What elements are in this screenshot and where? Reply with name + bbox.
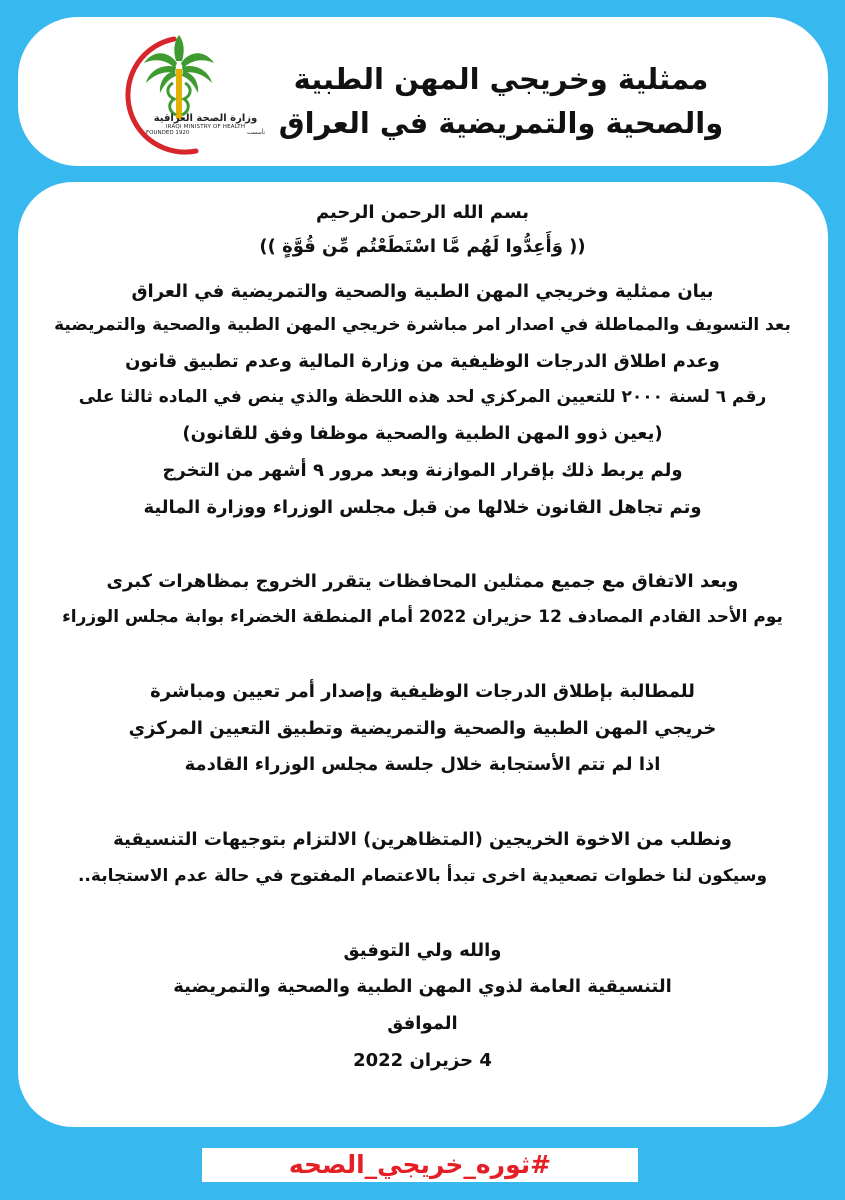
header-banner [18,17,828,166]
closing-line: والله ولي التوفيق [343,940,502,961]
logo-name-ar: وزارة الصحة العراقية [153,113,258,124]
body-line: خريجي المهن الطبية والصحية والتمريضية وتطبيق التعيين المركزي [128,718,717,739]
logo-founded [138,130,273,136]
title-line-2: والصحية والتمريضية في العراق [278,106,724,140]
body-line: للمطالبة بإطلاق الدرجات الوظيفية وإصدار أمر تعيين ومباشرة [150,681,695,702]
body-line: (يعين ذوو المهن الطبية والصحية موظفا وفق للقانون) [182,423,663,444]
body-line: وعدم اطلاق الدرجات الوظيفية من وزارة المالية وعدم تطبيق قانون [125,351,720,372]
protest-date-line: يوم الأحد القادم المصادف 12 حزيران 2022 أمام المنطقة الخضراء بوابة مجلس الوزراء [62,607,783,627]
logo-founded-ar: تأسست [246,130,265,136]
body-line: رقم ٦ لسنة ٢٠٠٠ للتعيين المركزي لحد هذه اللحظة والذي ينص في الماده ثالثا على [78,387,767,407]
logo-name-en: IRAQI MINISTRY OF HEALTH [165,124,246,130]
quran-verse: (( وَأَعِدُّوا لَهُم مَّا اسْتَطَعْتُم مِّن قُوَّةٍ )) [259,236,586,257]
body-line: بعد التسويف والمماطلة في اصدار امر مباشرة خريجي المهن الطبية والصحية والتمريضية [54,315,791,335]
date-label: الموافق [387,1013,458,1034]
body-line: اذا لم تتم الأستجابة خلال جلسة مجلس الوزراء القادمة [184,754,661,775]
signature-line: التنسيقية العامة لذوي المهن الطبية والصحية والتمريضية [173,976,672,997]
body-line: وسيكون لنا خطوات تصعيدية اخرى تبدأ بالاعتصام المفتوح في حالة عدم الاستجابة.. [77,866,768,886]
hashtag-text: #ثوره_خريجي_الصحه [288,1150,552,1179]
page-title [266,57,736,145]
body-line: ولم يربط ذلك بإقرار الموازنة وبعد مرور ٩ أشهر من التخرج [162,460,683,481]
logo-founded-en: FOUNDED 1920 [146,130,190,136]
title-line-1: ممثلية وخريجي المهن الطبية [293,62,709,96]
body-line: وتم تجاهل القانون خلالها من قبل مجلس الوزراء ووزارة المالية [143,497,702,518]
body-line: وبعد الاتفاق مع جميع ممثلين المحافظات يتقرر الخروج بمظاهرات كبرى [106,571,739,592]
body-line: ونطلب من الاخوة الخريجين (المتظاهرين) الالتزام بتوجيهات التنسيقية [113,829,732,850]
logo-caption [138,113,273,136]
basmala: بسم الله الرحمن الرحيم [315,202,530,223]
statement-heading: بيان ممثلية وخريجي المهن الطبية والصحية والتمريضية في العراق [131,281,714,302]
date-value: 4 حزيران 2022 [353,1050,492,1071]
ministry-logo-icon [104,31,254,161]
